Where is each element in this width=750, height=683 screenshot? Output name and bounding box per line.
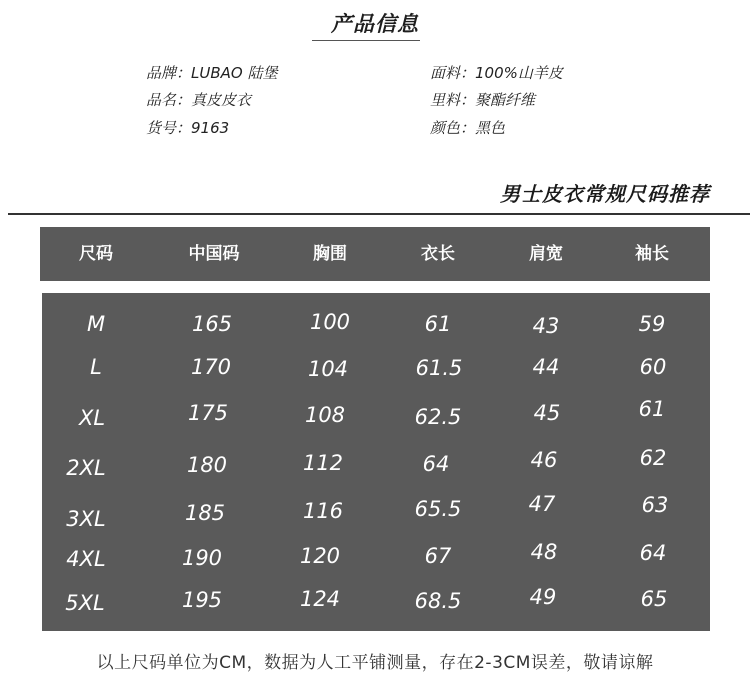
header-size: 尺码	[79, 244, 113, 264]
table-cell: 48	[530, 540, 558, 564]
table-cell: 47	[528, 492, 556, 516]
section-divider	[8, 213, 750, 215]
table-cell: 104	[307, 357, 349, 381]
table-cell: 170	[190, 355, 232, 379]
info-product-name: 品名：真皮皮衣	[146, 91, 252, 109]
table-cell: 112	[302, 451, 344, 475]
info-fabric: 面料：100%山羊皮	[430, 64, 563, 82]
table-cell: 185	[184, 501, 226, 525]
header-length: 衣长	[421, 244, 455, 264]
table-cell: 180	[186, 453, 228, 477]
table-cell: 4XL	[66, 547, 106, 571]
header-chest: 胸围	[313, 244, 347, 264]
table-cell: 120	[299, 544, 341, 568]
table-cell: 49	[529, 585, 557, 609]
size-chart-heading: 男士皮衣常规尺码推荐	[500, 182, 710, 206]
table-cell: M	[86, 312, 106, 336]
product-info-title: 产品信息	[331, 12, 419, 36]
info-item-number: 货号：9163	[146, 119, 230, 137]
table-cell: 68.5	[414, 589, 462, 613]
size-table-header	[40, 227, 710, 281]
table-cell: 62.5	[414, 405, 462, 429]
table-cell: 62	[639, 446, 667, 470]
table-cell: 65.5	[414, 497, 462, 521]
table-cell: 124	[299, 587, 341, 611]
table-cell: 45	[533, 401, 561, 425]
table-cell: 44	[532, 355, 560, 379]
table-cell: 3XL	[66, 507, 106, 531]
table-cell: 64	[639, 541, 667, 565]
table-cell: 65	[640, 587, 668, 611]
table-cell: 61	[424, 312, 452, 336]
table-cell: XL	[78, 406, 106, 430]
info-brand: 品牌：LUBAO 陆堡	[146, 64, 278, 82]
table-cell: 165	[191, 312, 233, 336]
info-lining: 里料：聚酯纤维	[430, 91, 536, 109]
size-table-body	[42, 293, 710, 631]
header-china-size: 中国码	[188, 244, 240, 264]
table-cell: 175	[187, 401, 229, 425]
table-cell: 190	[181, 546, 223, 570]
table-cell: 108	[304, 403, 346, 427]
table-cell: 195	[181, 588, 223, 612]
table-cell: 67	[424, 544, 452, 568]
table-cell: 2XL	[66, 456, 106, 480]
header-sleeve: 袖长	[635, 244, 669, 264]
info-color: 颜色：黑色	[430, 119, 506, 137]
table-cell: 59	[638, 312, 666, 336]
measurement-note: 以上尺码单位为CM，数据为人工平铺测量，存在2-3CM误差，敬请谅解	[96, 653, 654, 673]
table-cell: 100	[309, 310, 351, 334]
table-cell: 46	[530, 448, 558, 472]
table-cell: 64	[422, 452, 450, 476]
table-cell: 61.5	[415, 356, 463, 380]
table-cell: L	[90, 355, 102, 379]
table-cell: 63	[641, 493, 669, 517]
table-cell: 60	[639, 355, 667, 379]
table-cell: 5XL	[65, 591, 105, 615]
table-cell: 61	[638, 397, 666, 421]
table-cell: 116	[302, 499, 344, 523]
title-underline	[312, 40, 420, 41]
table-cell: 43	[532, 314, 560, 338]
header-shoulder: 肩宽	[529, 244, 563, 264]
